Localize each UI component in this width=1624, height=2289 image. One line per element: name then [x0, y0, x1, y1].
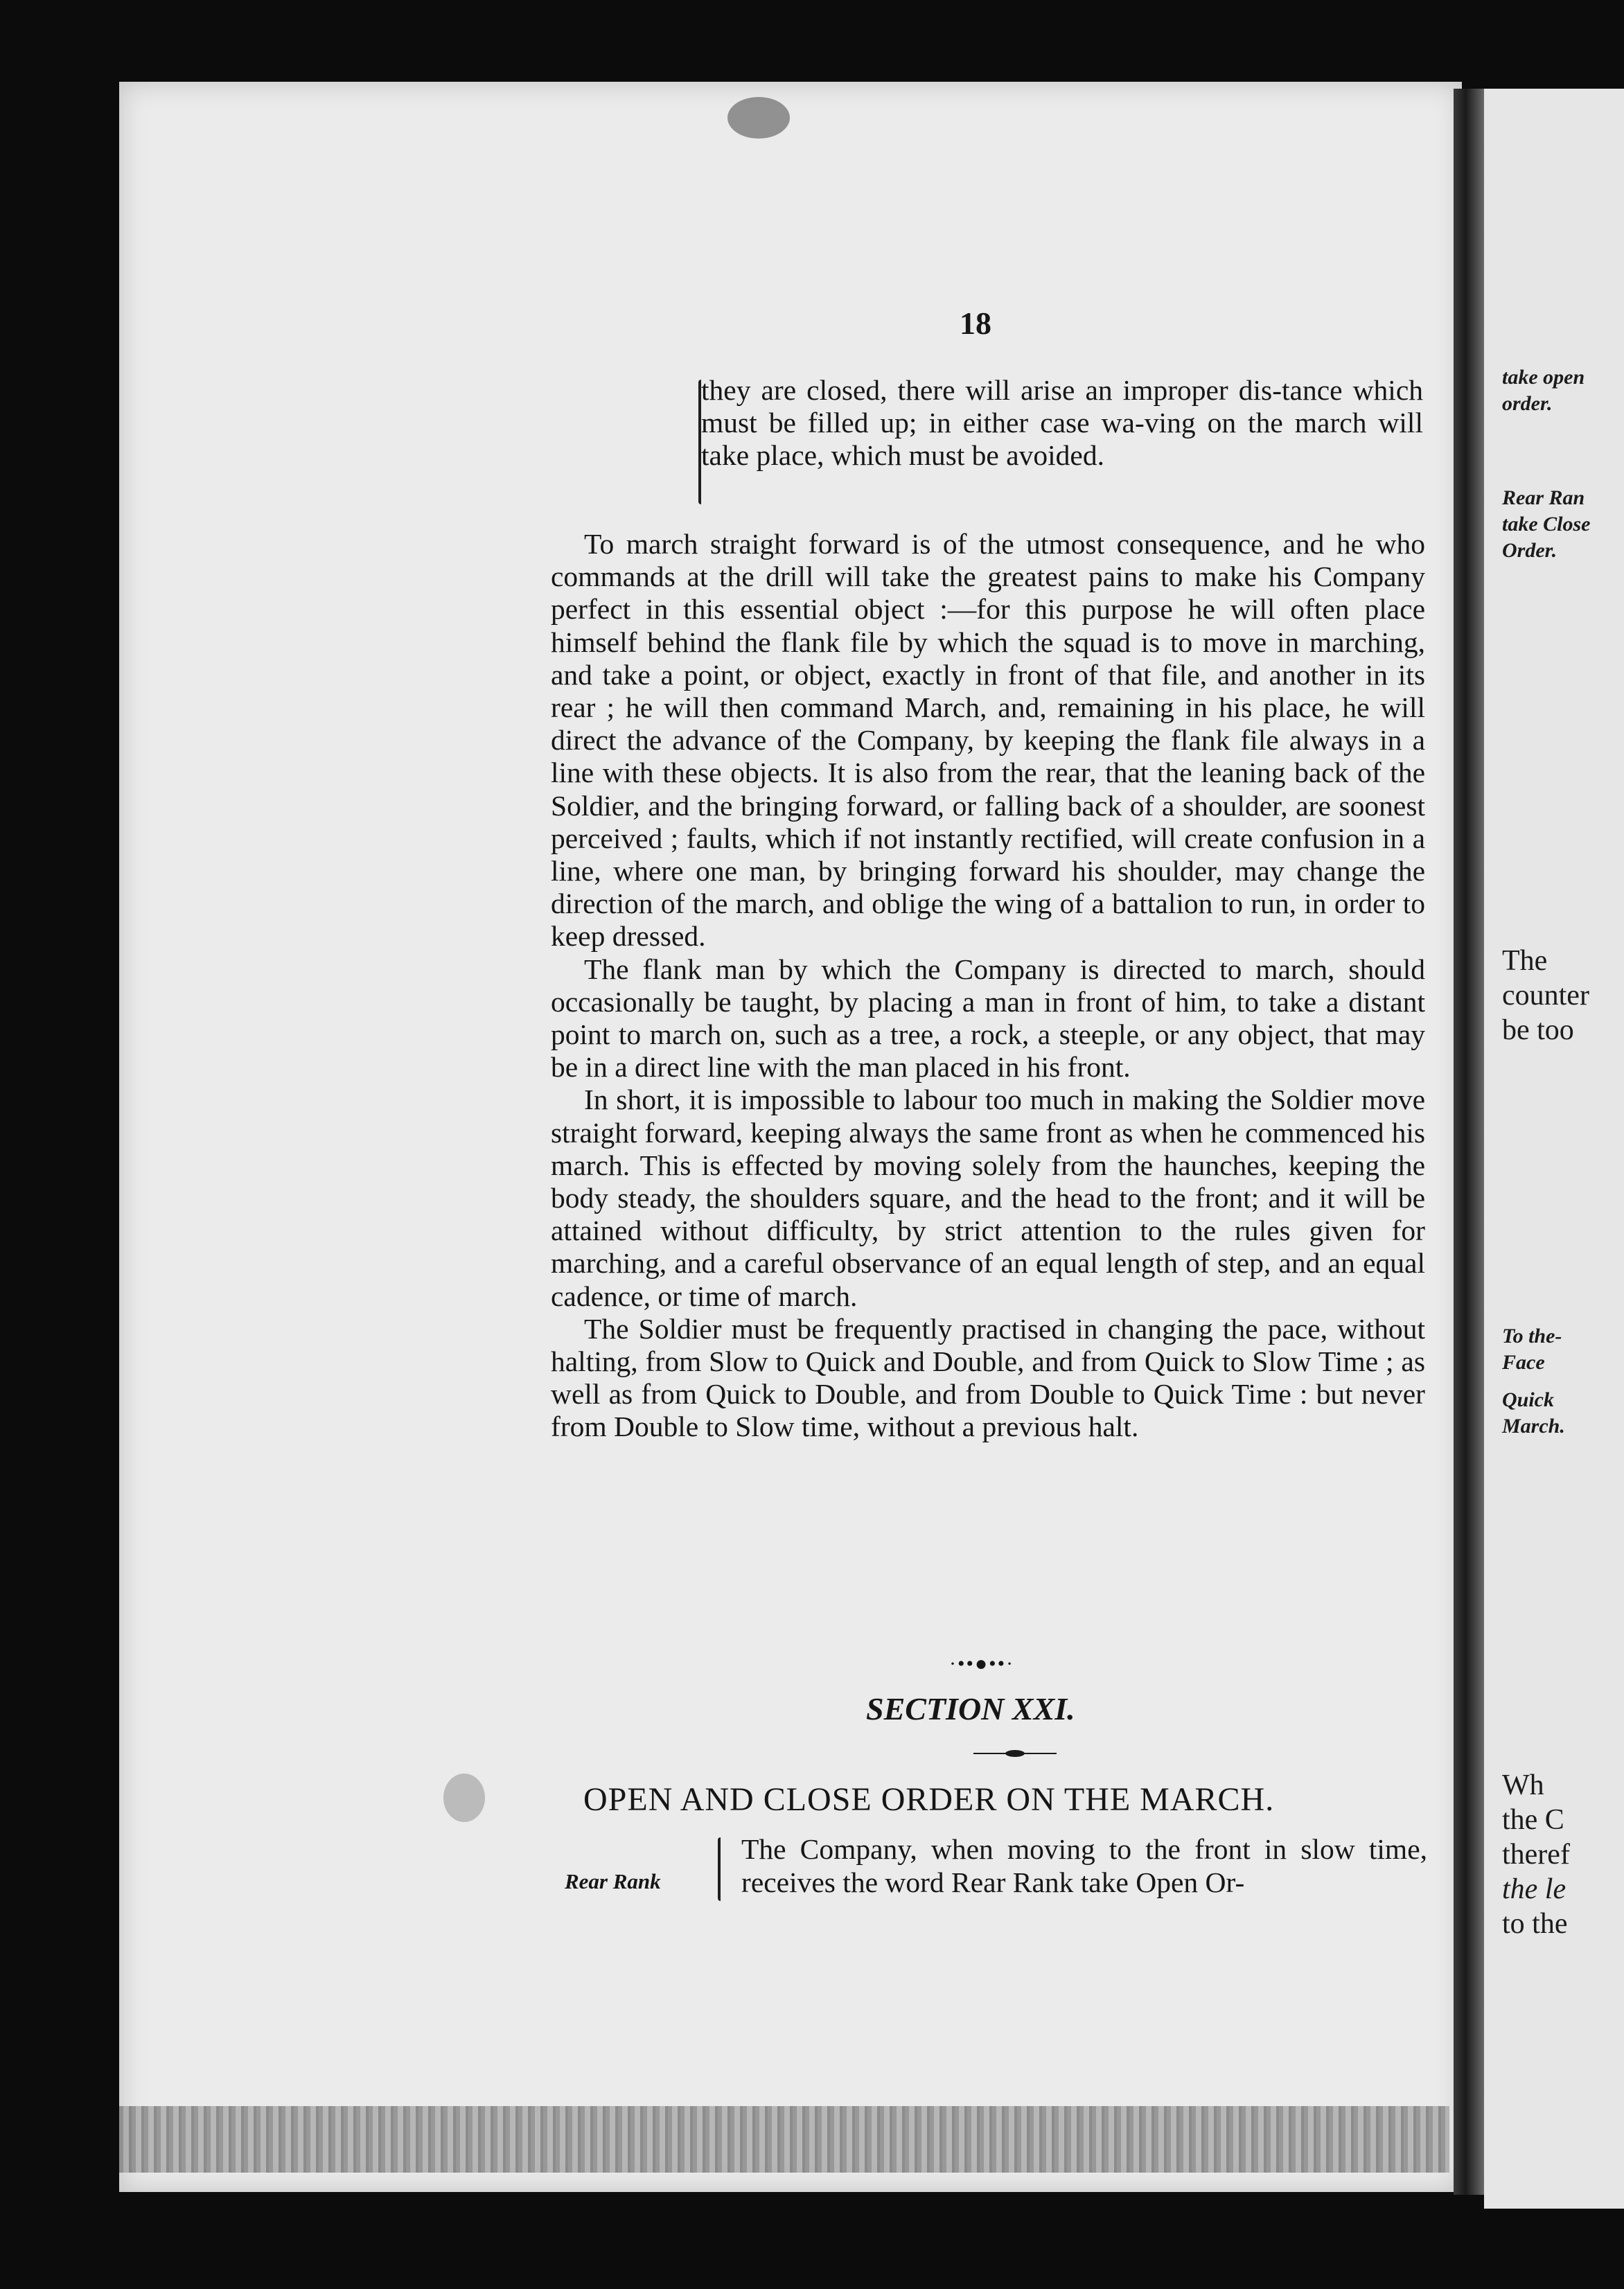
adjacent-margin-note: order. [1502, 392, 1553, 415]
heading-rule-ornament [973, 1749, 1057, 1758]
adjacent-margin-note: Face [1502, 1351, 1545, 1374]
page-bottom-edge [119, 2106, 1449, 2173]
adjacent-page-fragment [1484, 89, 1624, 2209]
continued-paragraph: they are closed, there will arise an improper dis-tance which must be filled up; in either case wa-ving on the march will take place, which must be avoided. [701, 374, 1423, 472]
adjacent-text-line: to the [1502, 1908, 1568, 1940]
adjacent-margin-note: take Close [1502, 513, 1591, 536]
paragraph: To march straight forward is of the utmost consequence, and he who commands at the drill will take the greatest pains to make his Company perfect in this essential object :—for this purpose he will often place himself behind the flank file by which the squad is to move in marching, and take a point, or object, exactly in front of that file, and another in its rear ; he will then command March, and, remaining in his place, he will direct the advance of the Company, by keeping the flank file always in a line with these objects. It is also from the rear, that the leaning back of the Soldier, and the bringing forward, or falling back of a shoulder, are soonest perceived ; faults, which if not instantly rectified, will create confusion in a line, where one man, by bringing forward his shoulder, may change the direction of the march, and oblige the wing of a battalion to run, in order to keep dressed. [551, 528, 1425, 953]
adjacent-text-line: be too [1502, 1014, 1574, 1046]
adjacent-text-line: theref [1502, 1839, 1570, 1871]
margin-note: Rear Rank [565, 1869, 661, 1893]
adjacent-margin-note: Rear Ran [1502, 486, 1585, 509]
paragraph: The Soldier must be frequently practised in changing the pace, without halting, from Slow to Quick and Double, and from Quick to Slow Time ; as well as from Quick to Double, and from Double to Quick Time : but never from Double to Slow time, without a previous halt. [551, 1312, 1425, 1443]
paragraph: The flank man by which the Company is directed to march, should occasionally be taught, by placing a man in front of him, to take a distant point to march on, such as a tree, a rock, a steeple, or any object, that may be in a direct line with the man placed in his front. [551, 953, 1425, 1084]
section-title: SECTION XXI. [866, 1691, 1075, 1726]
section-divider-ornament: ·••●••· [949, 1652, 1015, 1675]
adjacent-text-line: Wh [1502, 1769, 1544, 1801]
paper-stain [443, 1774, 485, 1822]
adjacent-margin-note: Quick [1502, 1388, 1554, 1411]
adjacent-margin-note: To the- [1502, 1325, 1562, 1347]
margin-bracket [718, 1837, 721, 1901]
adjacent-text-line: counter [1502, 980, 1589, 1011]
adjacent-text-line: The [1502, 945, 1548, 977]
paper-stain [727, 97, 790, 139]
main-text [551, 528, 1425, 1444]
paragraph: In short, it is impossible to labour too much in making the Soldier move straight forward, keeping always the same front as when he commenced his march. This is effected by moving solely from the haunches, keeping the body steady, the shoulders square, and the head to the front; and it will be attained without difficulty, by strict attention to the rules given for marching, and a careful observance of an equal length of step, and an equal cadence, or time of march. [551, 1084, 1425, 1312]
paragraph: The Company, when moving to the front in slow time, receives the word Rear Rank take Open Or- [741, 1833, 1427, 1898]
adjacent-margin-note: March. [1502, 1415, 1565, 1438]
adjacent-text-line: the C [1502, 1804, 1564, 1836]
book-gutter [1454, 89, 1484, 2195]
section-heading: OPEN AND CLOSE ORDER ON THE MARCH. [583, 1781, 1275, 1818]
adjacent-text-line: the le [1502, 1873, 1566, 1905]
page-number: 18 [960, 306, 991, 341]
adjacent-margin-note: take open [1502, 366, 1585, 389]
adjacent-margin-note: Order. [1502, 539, 1557, 562]
